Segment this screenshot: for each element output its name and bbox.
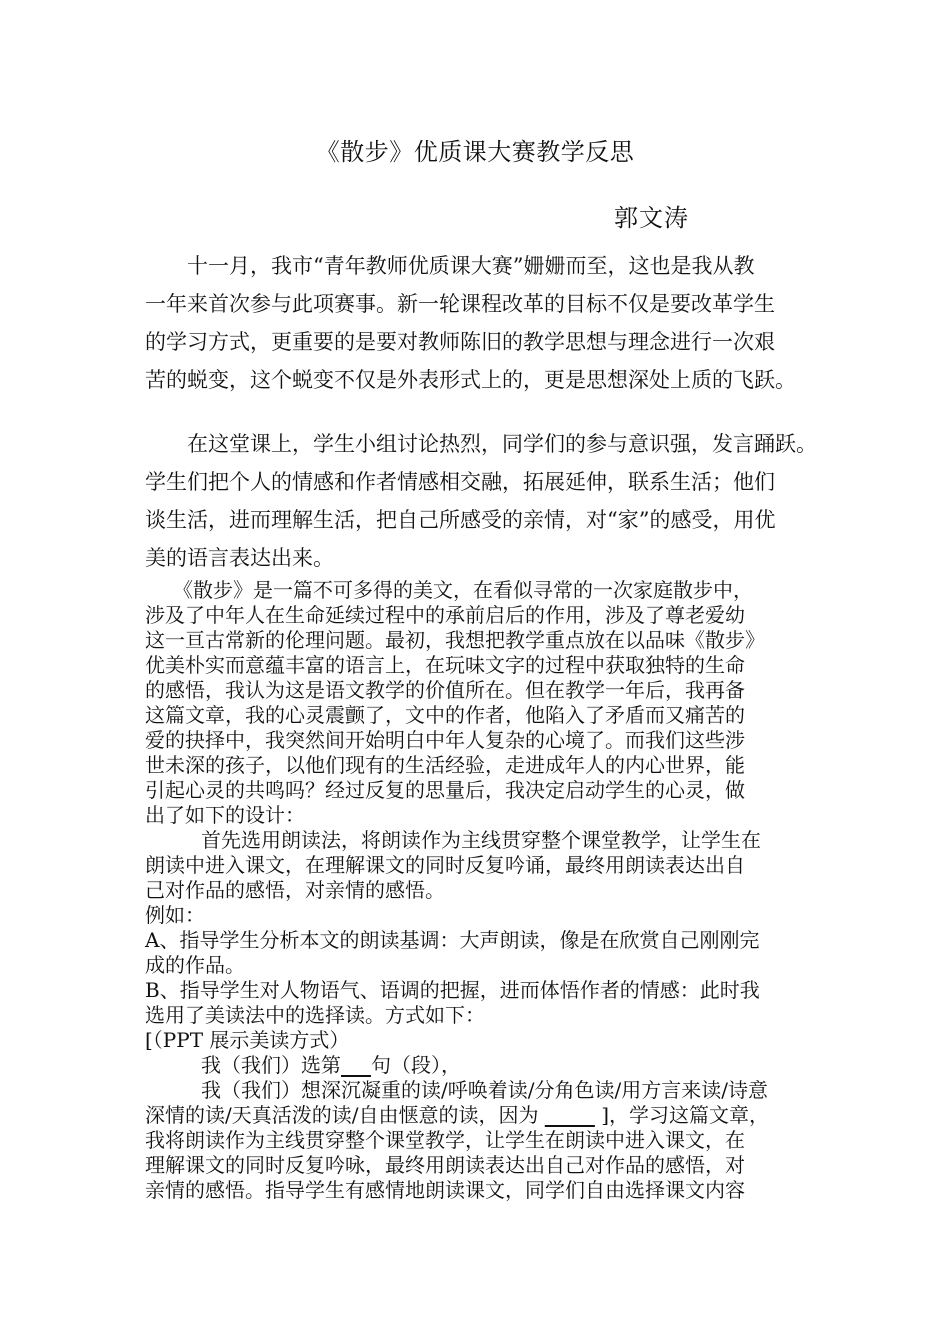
paragraph-classroom: [145, 425, 825, 577]
fill-blank: ___: [341, 1053, 371, 1077]
paragraph-line: 一年来首次参与此项赛事。新一轮课程改革的目标不仅是要改革学生: [145, 292, 775, 316]
paragraph-line: 优美朴实而意蕴丰富的语言上，在玩味文字的过程中获取独特的生命: [145, 653, 745, 677]
paragraph-line: 这篇文章，我的心灵震颤了，文中的作者，他陷入了矛盾而又痛苦的: [145, 703, 745, 727]
item-a-line: A、指导学生分析本文的朗读基调：大声朗读，像是在欣赏自己刚刚完: [145, 928, 760, 952]
paragraph-line: 首先选用朗读法，将朗读作为主线贯穿整个课堂教学，让学生在: [201, 828, 761, 852]
body-section: [145, 578, 825, 1203]
paragraph-line: 我将朗读作为主线贯穿整个课堂教学，让学生在朗读中进入课文，在: [145, 1128, 745, 1152]
paragraph-line: 朗读中进入课文，在理解课文的同时反复吟诵，最终用朗读表达出自: [145, 853, 745, 877]
paragraph-line: 世未深的孩子，以他们现有的生活经验，走进成年人的内心世界，能: [145, 753, 745, 777]
item-a-line: 成的作品。: [145, 953, 245, 977]
paragraph-line: 的感悟，我认为这是语文教学的价值所在。但在教学一年后，我再备: [145, 678, 745, 702]
ppt-line: [（PPT 展示美读方式）: [145, 1028, 350, 1052]
paragraph-line: 《散步》是一篇不可多得的美文，在看似寻常的一次家庭散步中，: [173, 578, 753, 602]
paragraph-line: [145, 1103, 825, 1128]
paragraph-line: 理解课文的同时反复吟咏，最终用朗读表达出自己对作品的感悟，对: [145, 1153, 745, 1177]
paragraph-line: 我（我们）想深沉凝重的读/呼唤着读/分角色读/用方言来读/诗意: [201, 1078, 768, 1102]
paragraph-line: 爱的抉择中，我突然间开始明白中年人复杂的心境了。而我们这些涉: [145, 728, 745, 752]
paragraph-line: 在这堂课上，学生小组讨论热烈，同学们的参与意识强，发言踊跃。: [187, 432, 817, 456]
paragraph-line: 苦的蜕变，这个蜕变不仅是外表形式上的，更是思想深处上质的飞跃。: [145, 368, 796, 392]
choose-after: 句（段），: [371, 1053, 461, 1077]
paragraph-line: 亲情的感悟。指导学生有感情地朗读课文，同学们自由选择课文内容: [145, 1178, 745, 1202]
item-b-line: B、指导学生对人物语气、语调的把握，进而体悟作者的情感：此时我: [145, 978, 760, 1002]
final-line-before: 深情的读/天真活泼的读/自由惬意的读，因为: [145, 1103, 545, 1127]
item-b-line: 选用了美读法中的选择读。方式如下：: [145, 1003, 485, 1027]
paragraph-line: 学生们把个人的情感和作者情感相交融，拓展延伸，联系生活；他们: [145, 470, 775, 494]
example-label: 例如：: [145, 903, 205, 927]
paragraph-line: 引起心灵的共鸣吗？经过反复的思量后，我决定启动学生的心灵，做: [145, 778, 745, 802]
paragraph-line: 这一亘古常新的伦理问题。最初，我想把教学重点放在以品味《散步》: [145, 628, 765, 652]
paragraph-line: 涉及了中年人在生命延续过程中的承前启后的作用，涉及了尊老爱幼: [145, 603, 745, 627]
paragraph-line: 谈生活，进而理解生活，把自己所感受的亲情，对“家”的感受，用优: [145, 508, 776, 532]
paragraph-line: 的学习方式，更重要的是要对教师陈旧的教学思想与理念进行一次艰: [145, 330, 775, 354]
paragraph-line: 十一月，我市“青年教师优质课大赛”姗姗而至，这也是我从教: [187, 254, 755, 278]
paragraph-line: 美的语言表达出来。: [145, 546, 334, 570]
author-name: 郭文涛: [614, 204, 689, 232]
paragraph-line: 己对作品的感悟，对亲情的感悟。: [145, 878, 445, 902]
choose-line: [145, 1053, 825, 1078]
final-line-after: ]，学习这篇文章，: [594, 1103, 770, 1127]
document-title: 《散步》优质课大赛教学反思: [315, 138, 635, 166]
paragraph-line: 出了如下的设计：: [145, 803, 305, 827]
choose-before: 我（我们）选第: [201, 1053, 341, 1077]
fill-blank: _____: [544, 1103, 595, 1127]
paragraph-intro: [145, 247, 825, 399]
